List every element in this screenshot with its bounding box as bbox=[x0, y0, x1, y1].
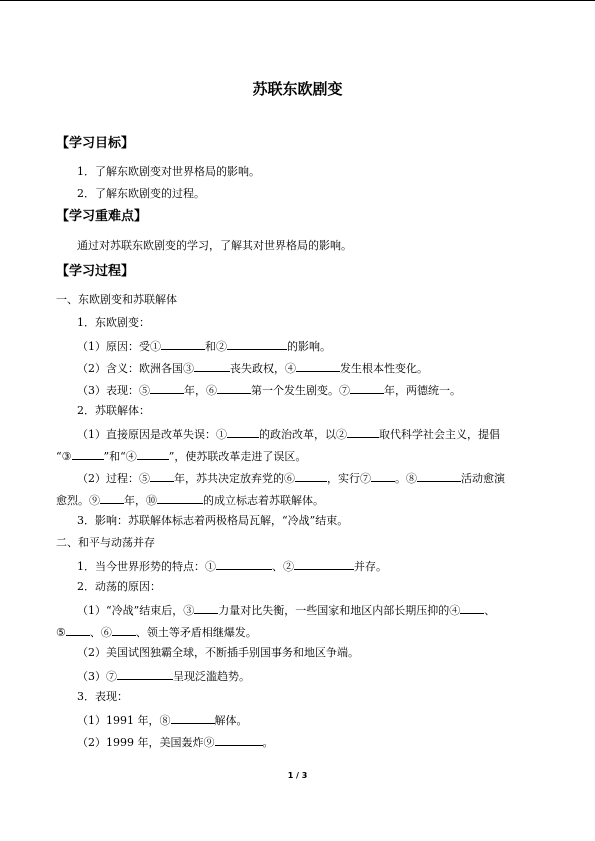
s2-line-event-1999: （2）1999 年，美国轰炸⑨ 。 bbox=[77, 736, 274, 749]
blank-1-4[interactable] bbox=[296, 360, 340, 372]
s1-line-manifest: （3）表现：⑤ 年，⑥ 第一个发生剧变。⑦ 年，两德统一。 bbox=[77, 384, 461, 397]
blank-2-6[interactable] bbox=[295, 470, 327, 482]
blank-2-7[interactable] bbox=[371, 470, 395, 482]
blank-3-3[interactable] bbox=[194, 602, 218, 614]
s1-line-meaning: （2）含义：欧洲各国③ 丧失政权，④ 发生根本性变化。 bbox=[77, 362, 428, 375]
key-points-heading: 【学习重难点】 bbox=[56, 209, 148, 224]
blank-1-5[interactable] bbox=[150, 382, 184, 394]
s1-line-cause: （1）原因：受① 和② 的影响。 bbox=[77, 340, 331, 353]
s1-line-direct-cause-cont: “③ ”和“④ ”，使苏联改革走进了误区。 bbox=[56, 450, 307, 463]
s2-item-3-title: 3．表现： bbox=[77, 690, 128, 703]
objective-item-2: 2．了解东欧剧变的过程。 bbox=[77, 187, 205, 200]
blank-2-9[interactable] bbox=[100, 492, 124, 504]
blank-2-5[interactable] bbox=[150, 470, 174, 482]
blank-1-6[interactable] bbox=[217, 382, 251, 394]
s2-line-unrest-2: （2）美国试图独霸全球，不断插手别国事务和地区争端。 bbox=[77, 646, 359, 659]
blank-2-8[interactable] bbox=[417, 470, 461, 482]
blank-3-4[interactable] bbox=[460, 602, 484, 614]
s1-line-process: （2）过程：⑤ 年，苏共决定放弃党的⑥ ，实行⑦ 。⑧ 活动愈演 bbox=[77, 472, 505, 485]
blank-2-1[interactable] bbox=[227, 426, 259, 438]
s1-item-2-title: 2．苏联解体： bbox=[77, 404, 150, 417]
blank-3-9[interactable] bbox=[215, 734, 263, 746]
key-points-text: 通过对苏联东欧剧变的学习，了解其对世界格局的影响。 bbox=[77, 239, 352, 252]
section-2-title: 二、和平与动荡并存 bbox=[56, 536, 155, 549]
s2-item-2-title: 2．动荡的原因： bbox=[77, 580, 161, 593]
objective-item-1: 1．了解东欧剧变对世界格局的影响。 bbox=[77, 165, 260, 178]
s2-line-unrest-1-cont: ⑤ 、⑥ 、领土等矛盾相继爆发。 bbox=[56, 626, 257, 639]
blank-2-2[interactable] bbox=[347, 426, 379, 438]
blank-2-4[interactable] bbox=[137, 448, 169, 460]
s1-line-direct-cause: （1）直接原因是改革失误：① 的政治改革，以② 取代科学社会主义，提倡 bbox=[77, 428, 500, 441]
s2-line-unrest-3: （3）⑦ 呈现泛滥趋势。 bbox=[77, 670, 250, 683]
s1-line-process-cont: 愈烈。⑨ 年，⑩ 的成立标志着苏联解体。 bbox=[56, 494, 324, 507]
blank-1-3[interactable] bbox=[194, 360, 230, 372]
blank-3-1[interactable] bbox=[216, 558, 272, 570]
document-title: 苏联东欧剧变 bbox=[252, 80, 343, 98]
blank-3-6[interactable] bbox=[112, 624, 136, 636]
blank-2-3[interactable] bbox=[72, 448, 104, 460]
page-number: 1 / 3 bbox=[287, 771, 308, 780]
s2-line-unrest-1: （1）“冷战”结束后，③ 力量对比失衡，一些国家和地区内部长期压抑的④ 、 bbox=[77, 604, 496, 617]
blank-3-2[interactable] bbox=[294, 558, 354, 570]
s1-item-3-impact: 3．影响：苏联解体标志着两极格局瓦解，“冷战”结束。 bbox=[77, 514, 349, 527]
objectives-heading: 【学习目标】 bbox=[56, 136, 135, 151]
blank-3-7[interactable] bbox=[117, 668, 173, 680]
s1-item-1-title: 1．东欧剧变： bbox=[77, 316, 150, 329]
process-heading: 【学习过程】 bbox=[56, 264, 135, 279]
section-1-title: 一、东欧剧变和苏联解体 bbox=[56, 293, 177, 306]
s2-line-event-1991: （1）1991 年，⑧ 解体。 bbox=[77, 714, 248, 727]
page-top-rule bbox=[0, 0, 595, 1]
blank-1-2[interactable] bbox=[227, 338, 287, 350]
blank-3-8[interactable] bbox=[171, 712, 215, 724]
blank-1-7[interactable] bbox=[350, 382, 384, 394]
blank-1-1[interactable] bbox=[161, 338, 205, 350]
blank-2-10[interactable] bbox=[157, 492, 203, 504]
blank-3-5[interactable] bbox=[66, 624, 90, 636]
s2-line-features: 1．当今世界形势的特点：① 、② 并存。 bbox=[77, 560, 387, 573]
